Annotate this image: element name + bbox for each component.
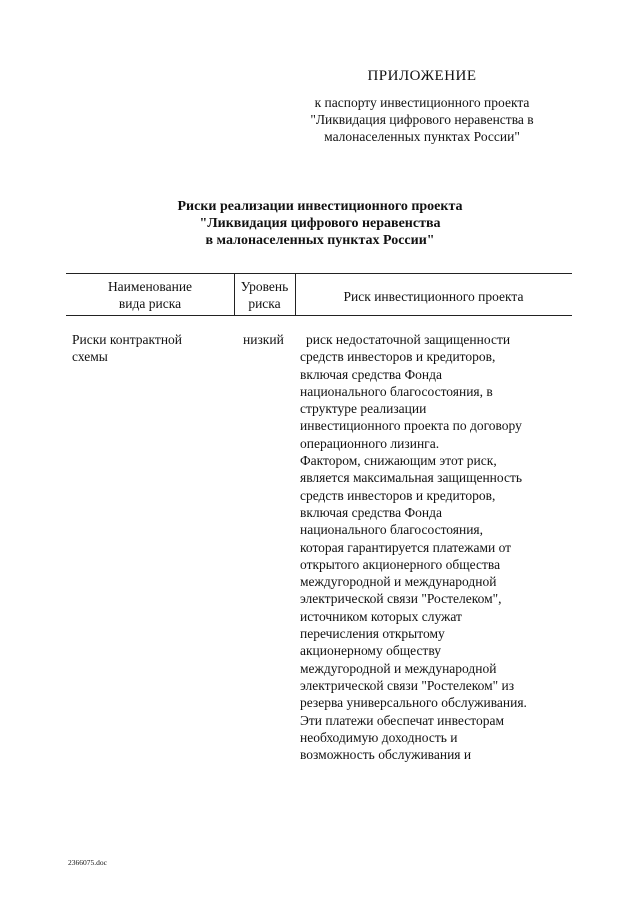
risk-text-line: средств инвесторов и кредиторов, xyxy=(300,349,496,365)
appendix-ref-line: к паспорту инвестиционного проекта xyxy=(314,95,530,110)
risk-text-line: операционного лизинга. xyxy=(300,435,440,451)
table-top-rule xyxy=(66,273,572,274)
header-line: Наименование xyxy=(107,279,193,294)
risk-text-line: электрической связи "Ростелеком" из xyxy=(300,677,515,693)
risk-text-line: средств инвесторов и кредиторов, xyxy=(300,487,496,503)
column-header-risk-kind xyxy=(66,278,234,312)
cell-line: схемы xyxy=(72,349,108,365)
column-header-risk-level xyxy=(234,278,295,312)
risk-text-line: является максимальная защищенность xyxy=(300,470,523,486)
risk-text-line: резерва универсального обслуживания. xyxy=(300,695,527,711)
header-line: вида риска xyxy=(118,296,182,311)
risk-text-line: источником которых служат xyxy=(300,608,462,624)
risk-text-line: включая средства Фонда xyxy=(300,504,442,520)
risk-text-line: включая средства Фонда xyxy=(300,366,442,382)
risk-text-line: структуре реализации xyxy=(300,401,427,417)
document-title-line: "Ликвидация цифрового неравенства xyxy=(199,216,441,231)
document-title-line: Риски реализации инвестиционного проекта xyxy=(177,199,463,214)
risk-text-line: национального благосостояния, в xyxy=(300,383,493,399)
risk-text-line: Фактором, снижающим этот риск, xyxy=(300,453,497,469)
risk-text-line: междугородной и международной xyxy=(300,574,497,590)
risk-text-line: которая гарантируется платежами от xyxy=(300,539,512,555)
risk-text-line: междугородной и международной xyxy=(300,660,497,676)
footer-filename: 2366075.doc xyxy=(68,858,107,867)
risk-text-line: возможность обслуживания и xyxy=(300,747,472,763)
risk-text-line: необходимую доходность и xyxy=(300,729,458,745)
header-line: Уровень xyxy=(240,279,289,294)
table-header-rule xyxy=(66,315,572,316)
table-cell-risk-description xyxy=(300,331,570,763)
risk-text-line: Эти платежи обеспечат инвесторам xyxy=(300,712,505,728)
cell-line: Риски контрактной xyxy=(72,332,183,347)
column-header-project-risk xyxy=(295,288,572,305)
risk-text-line: перечисления открытому xyxy=(300,626,445,642)
table-cell-risk-kind xyxy=(72,331,232,365)
risk-text-line: электрической связи "Ростелеком", xyxy=(300,591,502,607)
risk-text-line: национального благосостояния, xyxy=(300,522,484,538)
header-line: Риск инвестиционного проекта xyxy=(343,289,524,304)
appendix-ref-line: "Ликвидация цифрового неравенства в xyxy=(310,112,534,127)
document-title xyxy=(110,198,530,249)
risk-text-line: инвестиционного проекта по договору xyxy=(300,418,522,434)
risk-text-line: открытого акционерного общества xyxy=(300,556,501,572)
appendix-title: ПРИЛОЖЕНИЕ xyxy=(367,68,477,84)
appendix-ref-line: малонаселенных пунктах России" xyxy=(324,129,520,144)
table-cell-risk-level: низкий xyxy=(243,332,284,347)
document-title-line: в малонаселенных пунктах России" xyxy=(205,233,435,248)
header-line: риска xyxy=(248,296,281,311)
risk-text-line: риск недостаточной защищенности xyxy=(306,332,511,347)
appendix-reference xyxy=(290,94,554,145)
risk-text-line: акционерному обществу xyxy=(300,643,441,659)
